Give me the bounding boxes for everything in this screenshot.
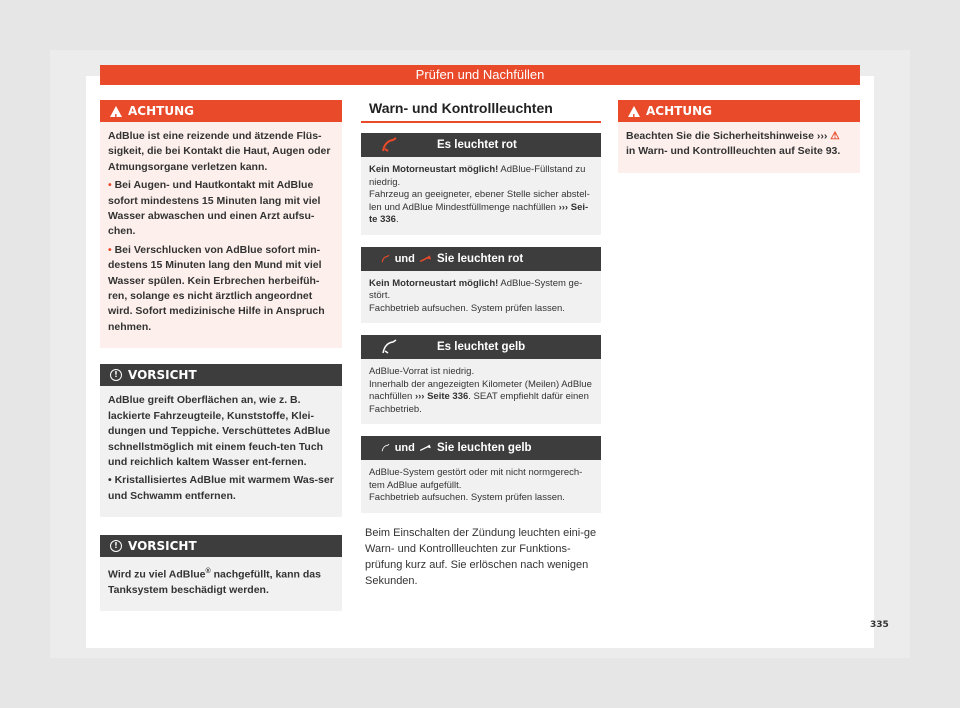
warning-bullet: • Bei Augen- und Hautkontakt mit AdBlue sofort mindestens 15 Minuten lang mit viel Wasser abwaschen und einen Arzt aufsu-chen. (108, 179, 321, 238)
indicator-title: Sie leuchten rot (437, 252, 524, 265)
warning-body (618, 122, 860, 173)
indicator-bar-yellow (361, 335, 601, 359)
indicator-text: Kein Motorneustart möglich! AdBlue-System ge-stört. Fachbetrieb aufsuchen. System prüfen lassen. (361, 271, 601, 324)
wrench-icon (419, 253, 431, 265)
warning-triangle-icon (628, 106, 640, 117)
warning-title: ACHTUNG (128, 104, 194, 118)
warning-intro: AdBlue ist eine reizende und ätzende Flüs-sigkeit, die bei Kontakt die Haut, Augen oder Atmungsorgane verletzen kann. (108, 130, 331, 173)
caution-header (100, 364, 342, 386)
caution-bullet: • Kristallisiertes AdBlue mit warmem Was-ser und Schwamm entfernen. (108, 474, 334, 502)
indicator-bar-yellow-both (361, 436, 601, 460)
indicator-title: Sie leuchten gelb (437, 442, 532, 454)
page-header: Prüfen und Nachfüllen (100, 65, 860, 85)
warning-body (100, 122, 342, 348)
adblue-nozzle-icon (381, 440, 391, 456)
indicator-icons: und (361, 251, 431, 267)
wrench-icon (419, 442, 431, 454)
adblue-nozzle-icon (361, 137, 431, 153)
caution-body-2 (100, 557, 342, 611)
caution-box (100, 364, 342, 517)
indicator-bar-red (361, 133, 601, 157)
page-number: 335 (870, 620, 889, 630)
middle-column (361, 96, 601, 589)
indicator-bar-red-both (361, 247, 601, 271)
warning-text: Beachten Sie die Sicherheitshinweise ››› ⚠ in Warn- und Kontrollleuchten auf Seite 93. (626, 130, 841, 158)
caution-title-2: VORSICHT (128, 539, 197, 554)
indicator-text: AdBlue-System gestört oder mit nicht normgerech-tem AdBlue aufgefüllt. Fachbetrieb aufsuchen. System prüfen lassen. (361, 460, 601, 513)
indicator-title: Es leuchtet gelb (437, 341, 526, 353)
right-column (618, 100, 860, 187)
warning-header (618, 100, 860, 122)
indicator-text: Kein Motorneustart möglich! AdBlue-Füllstand zu niedrig. Fahrzeug an geeigneter, ebener Stelle sicher abstel-len und AdBlue Mindestfüllmenge nachfüllen ››› Sei-te 336. (361, 157, 601, 235)
caution-header-2 (100, 535, 342, 557)
info-paragraph: Beim Einschalten der Zündung leuchten eini-ge Warn- und Kontrollleuchten zur Funktions-prüfung kurz auf. Sie erlöschen nach wenigen Sekunden. (365, 526, 597, 587)
warning-triangle-icon (110, 106, 122, 117)
caution-circle-icon: ! (110, 369, 122, 381)
caution-text: AdBlue greift Oberflächen an, wie z. B. lackierte Fahrzeugteile, Kunststoffe, Klei-dungen und Teppiche. Verschüttetes AdBlue schnellstmöglich mit einem feuch-ten Tuch und reichlich kaltem Wasser ent-fernen. (108, 394, 331, 468)
left-column (100, 100, 342, 625)
warning-triangle-icon: ⚠ (830, 130, 840, 142)
indicator-text: AdBlue-Vorrat ist niedrig. Innerhalb der angezeigten Kilometer (Meilen) AdBlue nachfüllen ››› Seite 336. SEAT empfiehlt dafür einen Fachbetrieb. (361, 359, 601, 424)
warning-box (618, 100, 860, 173)
caution-body (100, 386, 342, 517)
warning-header (100, 100, 342, 122)
caution-box-2 (100, 535, 342, 611)
warning-bullet: • Bei Verschlucken von AdBlue sofort min-destens 15 Minuten lang den Mund mit viel Wasser spülen. Kein Erbrechen herbeifüh-ren, solange es nicht ärztlich angeordnet wird. Sofort medizinische Hilfe in Anspruch nehmen. (108, 243, 325, 333)
adblue-nozzle-icon (381, 251, 391, 267)
caution-text-2: Wird zu viel AdBlue® nachgefüllt, kann das Tanksystem beschädigt werden. (108, 568, 321, 597)
warning-box (100, 100, 342, 348)
adblue-nozzle-icon (361, 339, 431, 355)
caution-title: VORSICHT (128, 368, 197, 383)
warning-title: ACHTUNG (646, 104, 712, 118)
indicator-icons: und (361, 440, 431, 456)
indicator-title: Es leuchtet rot (437, 139, 517, 151)
section-title: Warn- und Kontrollleuchten (361, 96, 601, 123)
caution-circle-icon: ! (110, 540, 122, 552)
